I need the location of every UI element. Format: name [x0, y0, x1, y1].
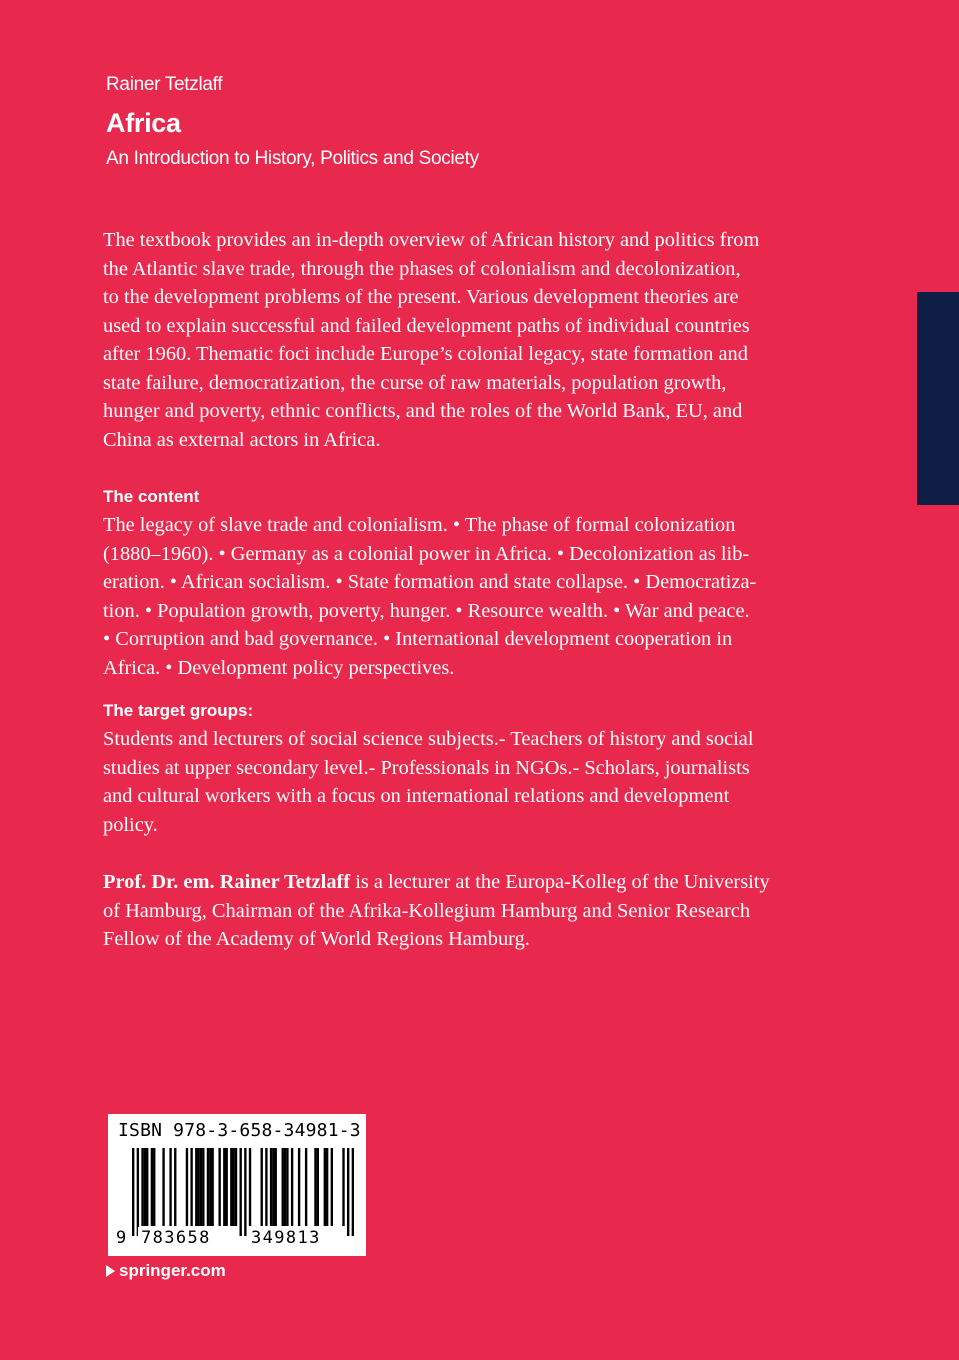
target-groups-paragraph	[103, 725, 823, 839]
barcode-bar	[249, 1148, 251, 1226]
barcode-guard-bar	[347, 1148, 349, 1236]
barcode-bar	[314, 1148, 316, 1226]
target-line: and cultural workers with a focus on international relations and development	[103, 785, 730, 807]
ean-right-digits: 349813	[248, 1227, 324, 1249]
barcode-bar	[265, 1148, 267, 1226]
content-paragraph	[103, 511, 823, 682]
barcode-bar	[272, 1148, 274, 1226]
barcode-bar	[223, 1148, 225, 1226]
content-line: tion. • Population growth, poverty, hunger. • Resource wealth. • War and peace.	[103, 599, 750, 622]
intro-line: The textbook provides an in-depth overview of African history and politics from	[103, 229, 760, 251]
barcode-bar	[146, 1148, 148, 1226]
barcode-bar	[207, 1148, 209, 1226]
intro-line: after 1960. Thematic foci include Europe’s colonial legacy, state formation and	[103, 343, 748, 365]
barcode-bar	[144, 1148, 146, 1226]
barcode-bar	[305, 1148, 307, 1226]
barcode-bar	[286, 1148, 288, 1226]
target-line: Students and lecturers of social science subjects.- Teachers of history and social	[103, 728, 754, 750]
intro-line: used to explain successful and failed development paths of individual countries	[103, 314, 750, 337]
bio-author-name: Prof. Dr. em. Rainer Tetzlaff	[103, 871, 351, 893]
barcode-bar	[186, 1148, 188, 1226]
isbn-label: ISBN 978-3-658-34981-3	[118, 1120, 361, 1141]
barcode-guard-bar	[132, 1148, 134, 1236]
barcode-guard-bar	[244, 1148, 246, 1236]
barcode-bar	[342, 1148, 344, 1226]
barcode-bar	[326, 1148, 328, 1226]
barcode-bar	[141, 1148, 143, 1226]
barcode-bar	[282, 1148, 284, 1226]
barcode-bar	[195, 1148, 197, 1226]
barcode-bar	[153, 1148, 155, 1226]
barcode-bar	[174, 1148, 176, 1226]
intro-line: the Atlantic slave trade, through the phases of colonialism and decolonization,	[103, 257, 741, 280]
barcode-bar	[230, 1148, 232, 1226]
barcode-bar	[235, 1148, 237, 1226]
barcode-bar	[162, 1148, 164, 1226]
barcode-bar	[225, 1148, 227, 1226]
barcode-bar	[291, 1148, 293, 1226]
barcode-bar	[298, 1148, 300, 1226]
side-color-tab	[917, 292, 959, 505]
barcode-bar	[211, 1148, 213, 1226]
barcode-bar	[331, 1148, 333, 1226]
bio-line-1-text: is a lecturer at the Europa-Kolleg of the University	[350, 871, 770, 893]
ean-left-digits: 783658	[138, 1227, 214, 1249]
bio-line	[103, 868, 823, 897]
barcode-bar	[284, 1148, 286, 1226]
publisher-link[interactable]	[106, 1261, 226, 1281]
book-title: Africa	[106, 108, 181, 138]
barcode-guard-bar	[239, 1148, 241, 1236]
barcode-bar	[270, 1148, 272, 1226]
barcode-bar	[190, 1148, 192, 1226]
bio-line: of Hamburg, Chairman of the Afrika-Kollegium Hamburg and Senior Research	[103, 899, 751, 922]
content-line: Africa. • Development policy perspectives.	[103, 656, 455, 679]
content-line: (1880–1960). • Germany as a colonial power in Africa. • Decolonization as lib-	[103, 542, 750, 565]
target-line: studies at upper secondary level.- Professionals in NGOs.- Scholars, journalists	[103, 756, 750, 779]
ean-barcode	[132, 1148, 354, 1236]
barcode-bar	[275, 1148, 277, 1226]
content-line: The legacy of slave trade and colonialism. • The phase of formal colonization	[103, 514, 736, 536]
isbn-barcode-box	[108, 1114, 366, 1256]
barcode-bar	[197, 1148, 199, 1226]
barcode-guard-bar	[352, 1148, 354, 1236]
barcode-bar	[151, 1148, 153, 1226]
book-subtitle: An Introduction to History, Politics and Society	[106, 148, 479, 169]
barcode-bar	[169, 1148, 171, 1226]
barcode-bar	[324, 1148, 326, 1226]
publisher-link-text: springer.com	[119, 1261, 226, 1280]
target-groups-heading: The target groups:	[103, 701, 254, 720]
intro-line: China as external actors in Africa.	[103, 428, 381, 451]
target-line: policy.	[103, 813, 158, 836]
bio-line: Fellow of the Academy of World Regions Hamburg.	[103, 928, 530, 950]
author-bio	[103, 868, 823, 954]
triangle-right-icon	[106, 1265, 115, 1277]
barcode-guard-bar	[137, 1148, 139, 1236]
barcode-bar	[200, 1148, 202, 1226]
intro-paragraph	[103, 226, 823, 454]
barcode-bar	[317, 1148, 319, 1226]
intro-line: to the development problems of the present. Various development theories are	[103, 286, 739, 308]
barcode-bar	[261, 1148, 263, 1226]
content-line: • Corruption and bad governance. • International development cooperation in	[103, 628, 733, 650]
ean-first-digit: 9	[116, 1228, 127, 1248]
barcode-bar	[232, 1148, 234, 1226]
content-heading: The content	[103, 487, 200, 506]
author-name: Rainer Tetzlaff	[106, 74, 223, 95]
intro-line: hunger and poverty, ethnic conflicts, and the roles of the World Bank, EU, and	[103, 400, 743, 422]
barcode-bar	[209, 1148, 211, 1226]
barcode-bar	[202, 1148, 204, 1226]
barcode-bar	[218, 1148, 220, 1226]
content-line: eration. • African socialism. • State formation and state collapse. • Democratiza-	[103, 571, 757, 593]
intro-line: state failure, democratization, the curse of raw materials, population growth,	[103, 371, 727, 394]
